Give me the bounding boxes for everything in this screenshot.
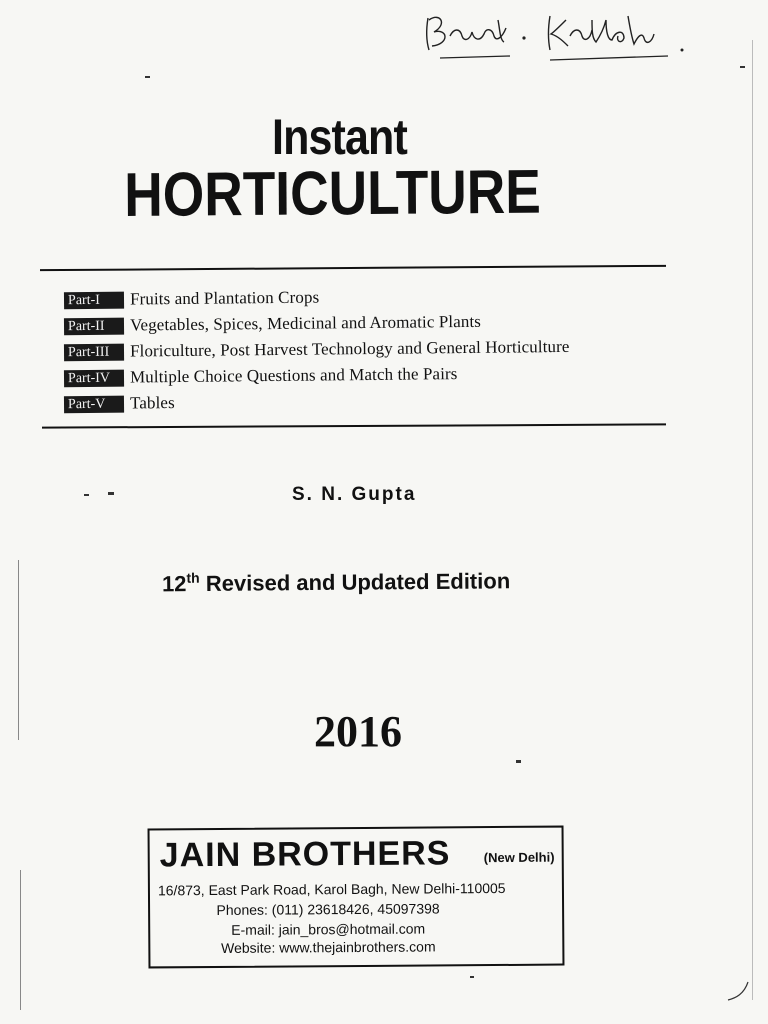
title-line-2: HORTICULTURE — [124, 157, 542, 230]
part-title: Fruits and Plantation Crops — [129, 287, 320, 309]
scan-speck — [145, 76, 150, 78]
part-title: Tables — [129, 393, 175, 413]
part-label: Part-IV — [64, 369, 124, 387]
parts-list — [64, 284, 674, 414]
edition-text: Revised and Updated Edition — [205, 568, 511, 596]
part-item — [64, 385, 674, 417]
part-label: Part-II — [64, 317, 124, 335]
divider-bottom — [42, 423, 666, 428]
scan-speck — [108, 492, 114, 495]
handwritten-signature — [420, 6, 690, 66]
publisher-city: (New Delhi) — [483, 849, 555, 866]
scan-edge-line — [18, 560, 19, 740]
scan-edge-line — [752, 40, 753, 1000]
edition-suffix: th — [186, 569, 200, 586]
publisher-website: Website: www.thejainbrothers.com — [221, 938, 436, 956]
scan-speck — [470, 976, 474, 978]
publisher-address: 16/873, East Park Road, Karol Bagh, New Delhi-110005 — [157, 879, 506, 899]
part-title: Vegetables, Spices, Medicinal and Aromatic Plants — [129, 311, 482, 335]
part-label: Part-III — [64, 343, 124, 361]
publisher-name: JAIN BROTHERS — [159, 834, 451, 875]
divider-top — [40, 265, 666, 271]
part-title: Multiple Choice Questions and Match the Pairs — [129, 364, 458, 387]
title-line-1: Instant — [272, 109, 407, 165]
publisher-phones: Phones: (011) 23618426, 45097398 — [216, 900, 440, 918]
part-label: Part-V — [64, 395, 124, 413]
edition-statement — [162, 567, 510, 597]
scan-edge-line — [20, 870, 21, 1010]
edition-number: 12 — [161, 571, 187, 597]
author-name: S. N. Gupta — [292, 484, 417, 505]
scan-speck — [516, 760, 521, 763]
publisher-email: E-mail: jain_bros@hotmail.com — [231, 920, 426, 938]
corner-pen-mark — [726, 980, 752, 1002]
scan-speck — [84, 494, 89, 496]
part-title: Floriculture, Post Harvest Technology and General Horticulture — [129, 336, 570, 361]
publication-year: 2016 — [314, 707, 402, 756]
publisher-box — [148, 826, 565, 969]
scan-speck — [740, 66, 745, 68]
part-label: Part-I — [64, 291, 124, 309]
